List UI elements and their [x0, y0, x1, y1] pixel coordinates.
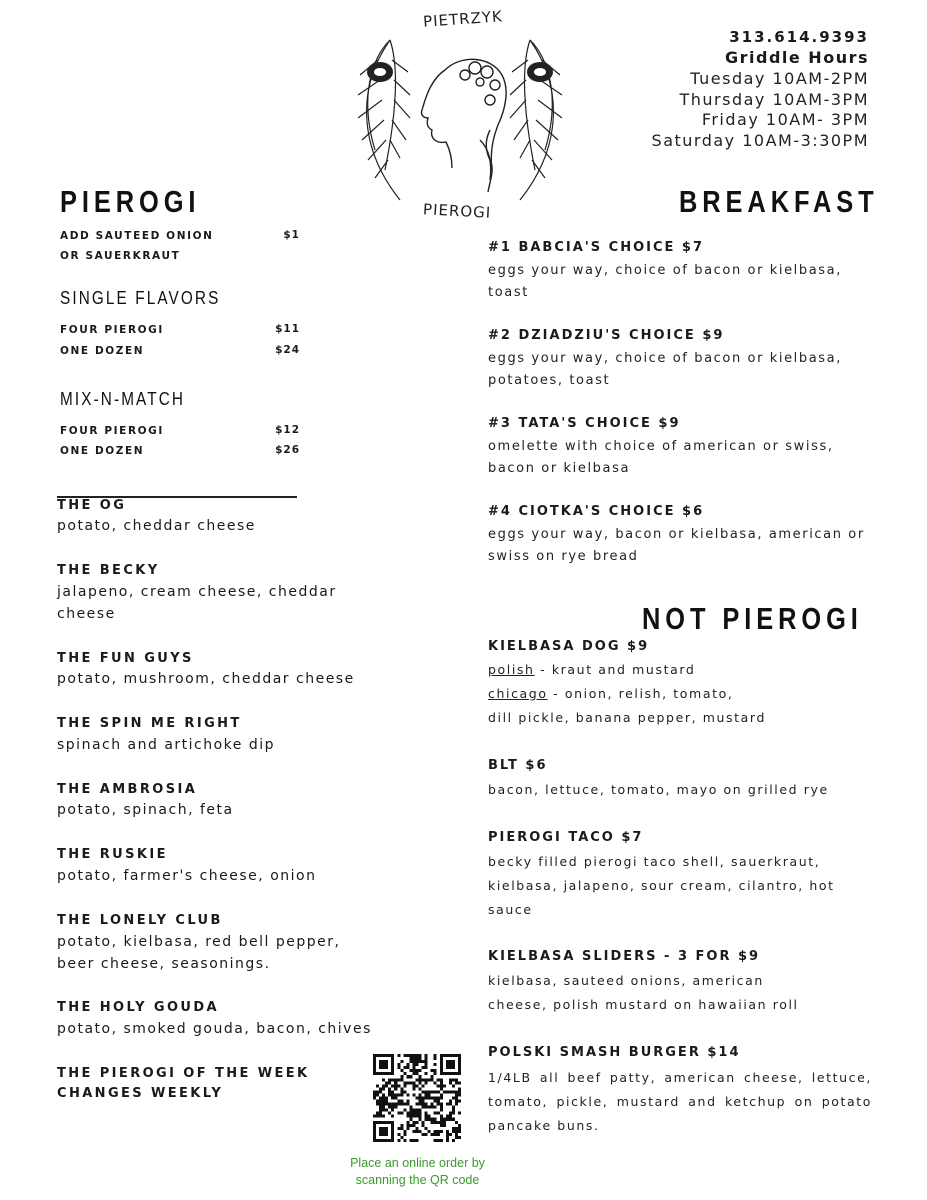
- taco-desc: becky filled pierogi taco shell, sauerkraut, kielbasa, jalapeno, sour cream, cilantro, hot sauce: [488, 854, 835, 917]
- single-flavors-title: SINGLE FLAVORS: [60, 288, 221, 308]
- flavor-name: THE OG: [57, 498, 127, 513]
- price-row-price: $11: [275, 323, 300, 335]
- logo: [340, 0, 580, 232]
- flavor-name: THE AMBROSIA: [57, 782, 198, 797]
- sliders-desc: kielbasa, sauteed onions, american cheese, polish mustard on hawaiian roll: [488, 973, 799, 1012]
- breakfast-item-desc: eggs your way, choice of bacon or kielbasa, toast: [488, 263, 842, 300]
- week-line: CHANGES WEEKLY: [57, 1086, 224, 1101]
- phone-number[interactable]: 313.614.9393: [729, 28, 869, 46]
- flavor-desc: spinach and artichoke dip: [57, 737, 276, 753]
- kielbasa-dog-name: KIELBASA DOG $9: [488, 639, 650, 654]
- flavor-desc: potato, cheddar cheese: [57, 518, 256, 534]
- sliders-name: KIELBASA SLIDERS - 3 FOR $9: [488, 949, 761, 964]
- price-row-label: FOUR PIEROGI: [60, 324, 164, 336]
- qr-caption-line: scanning the QR code: [355, 1173, 480, 1187]
- price-row-label: ONE DOZEN: [60, 445, 145, 457]
- week-line: THE PIEROGI OF THE WEEK: [57, 1066, 310, 1081]
- flavor-desc: potato, mushroom, cheddar cheese: [57, 671, 355, 687]
- flavor-desc: potato, spinach, feta: [57, 802, 234, 818]
- flavor-name: THE HOLY GOUDA: [57, 1000, 220, 1015]
- flavor-name: THE RUSKIE: [57, 847, 168, 862]
- pierogi-of-week: [57, 1066, 309, 1101]
- breakfast-item-name: #3 TATA'S CHOICE $9: [488, 416, 681, 431]
- chicago-desc: - onion, relish, tomato,: [547, 686, 734, 701]
- flavor-name: THE FUN GUYS: [57, 651, 194, 666]
- addon-label-line: OR SAUERKRAUT: [60, 250, 181, 262]
- polish-desc: - kraut and mustard: [534, 662, 696, 677]
- flavor-name: THE BECKY: [57, 563, 160, 578]
- addon-label: [60, 226, 214, 266]
- qr-code-icon[interactable]: [373, 1054, 461, 1142]
- qr-caption-line: Place an online order by: [350, 1156, 485, 1170]
- peacock-feather-portrait-icon: [340, 0, 580, 232]
- not-pierogi-title: NOT PIEROGI: [642, 601, 863, 636]
- kielbasa-dog-desc: [488, 658, 878, 730]
- price-row-label: ONE DOZEN: [60, 345, 145, 357]
- breakfast-item-desc: omelette with choice of american or swiss, bacon or kielbasa: [488, 439, 834, 476]
- flavor-desc: potato, smoked gouda, bacon, chives: [57, 1021, 372, 1037]
- qr-caption: [336, 1155, 499, 1189]
- blt-desc: bacon, lettuce, tomato, mayo on grilled rye: [488, 782, 829, 797]
- addon-label-line: ADD SAUTEED ONION: [60, 230, 214, 242]
- price-row-price: $12: [275, 424, 300, 436]
- hours-line: Tuesday 10AM-2PM: [690, 69, 869, 88]
- price-row-label: FOUR PIEROGI: [60, 425, 164, 437]
- chicago-label: chicago: [488, 686, 548, 701]
- flavor-name: THE LONELY CLUB: [57, 913, 223, 928]
- price-row-price: $24: [275, 344, 300, 356]
- flavor-desc: jalapeno, cream cheese, cheddar cheese: [57, 584, 337, 622]
- hours-line: Friday 10AM- 3PM: [701, 110, 869, 129]
- logo-top-text: PIETRZYK: [422, 7, 504, 31]
- addon-price: $1: [283, 229, 300, 241]
- polish-label: polish: [488, 662, 535, 677]
- breakfast-item-name: #1 BABCIA'S CHOICE $7: [488, 240, 704, 255]
- taco-name: PIEROGI TACO $7: [488, 830, 644, 845]
- blt-name: BLT $6: [488, 758, 548, 773]
- flavor-desc: potato, kielbasa, red bell pepper, beer cheese, seasonings.: [57, 934, 341, 972]
- burger-name: POLSKI SMASH BURGER $14: [488, 1045, 741, 1060]
- hours-list: [652, 69, 869, 151]
- breakfast-title: BREAKFAST: [679, 184, 879, 219]
- griddle-hours-title: Griddle Hours: [724, 48, 869, 67]
- chicago-desc-2: dill pickle, banana pepper, mustard: [488, 710, 766, 725]
- price-row-price: $26: [275, 444, 300, 456]
- logo-bottom-text: PIEROGI: [422, 200, 492, 222]
- pierogi-title: PIEROGI: [60, 184, 201, 219]
- flavor-desc: potato, farmer's cheese, onion: [57, 868, 317, 884]
- burger-desc: 1/4LB all beef patty, american cheese, lettuce, tomato, pickle, mustard and ketchup on potato pancake buns.: [488, 1070, 872, 1133]
- hours-line: Thursday 10AM-3PM: [679, 89, 869, 109]
- breakfast-item-desc: eggs your way, bacon or kielbasa, american or swiss on rye bread: [488, 527, 865, 564]
- breakfast-item-name: #2 DZIADZIU'S CHOICE $9: [488, 328, 725, 343]
- hours-line: Saturday 10AM-3:30PM: [651, 130, 869, 150]
- mix-n-match-title: MIX-N-MATCH: [60, 389, 186, 409]
- breakfast-item-desc: eggs your way, choice of bacon or kielbasa, potatoes, toast: [488, 351, 842, 388]
- breakfast-item-name: #4 CIOTKA'S CHOICE $6: [488, 504, 705, 519]
- flavor-name: THE SPIN ME RIGHT: [57, 716, 242, 731]
